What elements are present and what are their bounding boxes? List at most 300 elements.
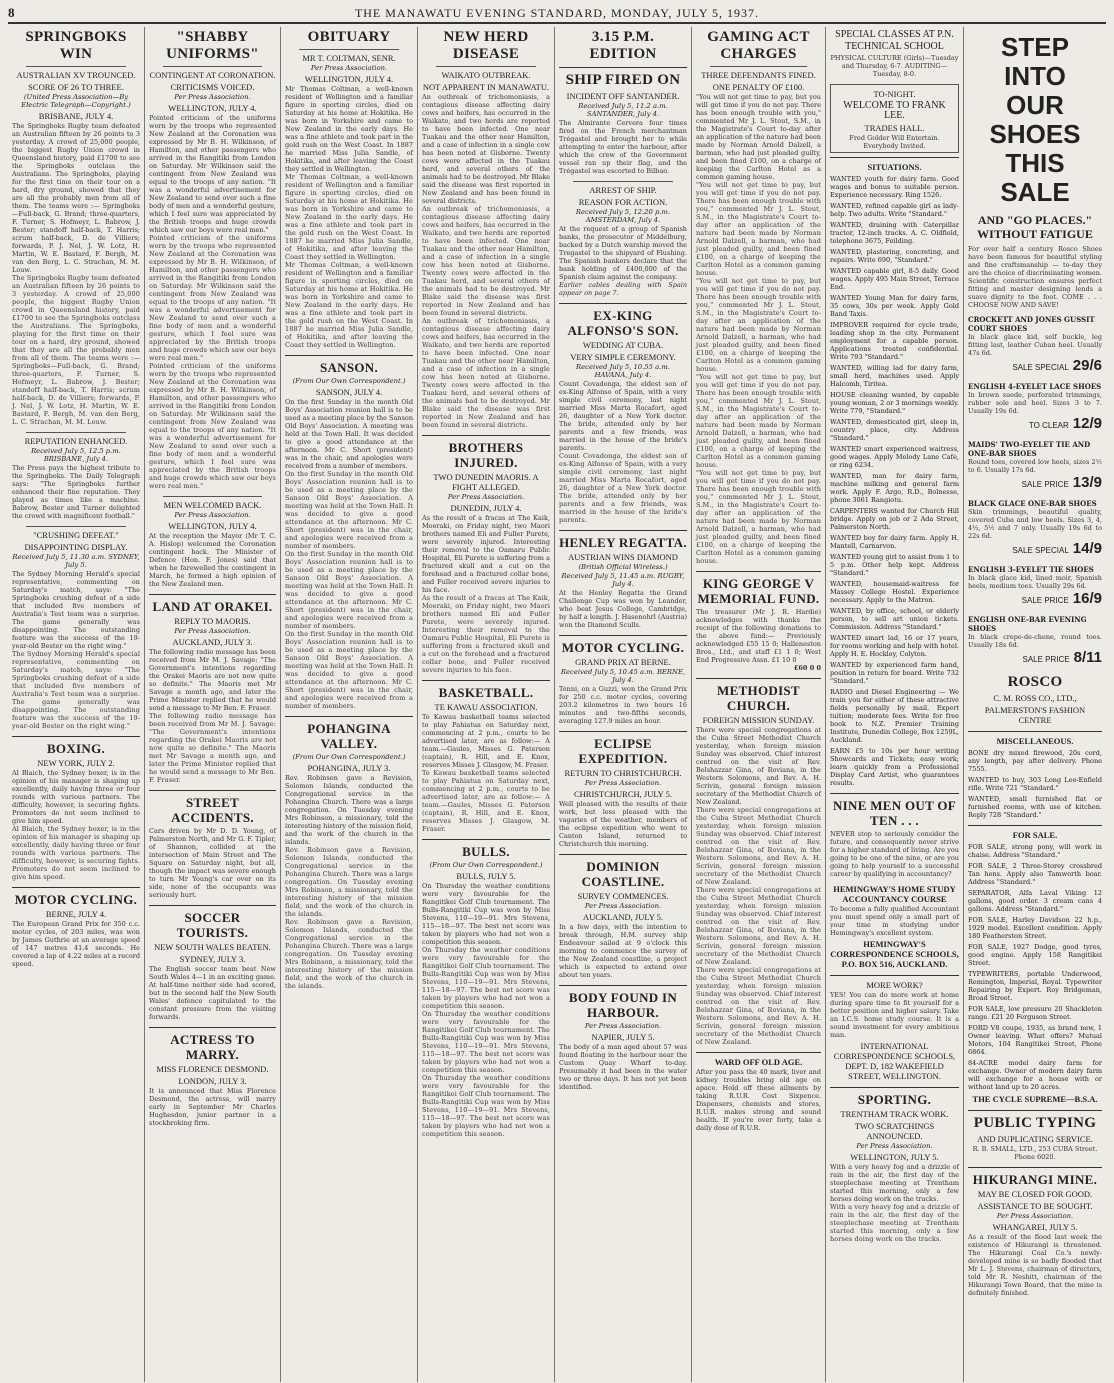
byline: Per Press Association.	[447, 493, 525, 501]
classified-item: CARPENTERS wanted for Church Hill bridge. Apply on job or 2 Ada Street, Palmerston North.	[830, 507, 959, 531]
ad-rosco	[968, 33, 1102, 725]
classified-item: WANTED by experienced farm hand, position in return for board. Write 732 "Standard."	[830, 661, 959, 685]
classified-item: TYPEWRITERS, portable Underwood, Remington, Imperial, Royal. Typewriter Repairing by Expert. Roy Bridgeman, Broad Street.	[968, 970, 1102, 1002]
rule	[830, 157, 959, 158]
article-body: With a very heavy fog and a drizzle of rain in the air, the first day of the steeplechase meeting at Trentham started this morning, only a few horses doing work on the tracks.	[830, 1203, 959, 1243]
dateline: SYDNEY, JULY 3.	[179, 954, 246, 964]
article-body: Te Kawau basketball teams selected to play Pahiatua on Saturday next, commencing at 2 p.m., courts to be advertised later, are as follow:— A team.—Gaules, Misses G. Paterson (captain), R. Hill, and E. Knox, reserves Misses J. Glasgow, M. Fraser.	[422, 713, 550, 769]
ad-more-work	[830, 975, 959, 1081]
byline: Per Press Association.	[174, 511, 251, 519]
article-body: On Thursday the weather conditions were very favourable for the Rangitikei Golf Club tournament. The Bulls-Rangitiki Cup was won by Miss Stevens, 110—19—91. Mrs Stevens, 115—18—97. The best net score was taken by players who had not won a competition this season.	[422, 1010, 550, 1074]
headline: BROTHERS INJURED.	[448, 440, 524, 470]
classified-item: WANTED Young Man for dairy farm, 35 cows, 30s per week. Apply Gold Band Taxis.	[830, 294, 959, 318]
headline: EX-KING ALFONSO'S SON.	[567, 308, 679, 338]
classified-item: WANTED, by office, school, or elderly person, to sell art union tickets. Commission. Address "Standard."	[830, 607, 959, 631]
shoe-description: In black crepe-de-chene, round toes. Usually 18s 6d.	[968, 633, 1102, 649]
rule	[559, 303, 687, 304]
rule	[436, 66, 536, 67]
masthead	[8, 4, 1106, 24]
ad-body: NEVER stop to seriously consider the future, and consequently never strive for a higher standard of living. Are you going to be one of the nine, or are you going to help yourself to a successful career by qualifying in accountancy?	[830, 830, 959, 878]
column-6	[692, 27, 826, 1382]
article-eclipse	[559, 731, 687, 848]
article-body: The Springboks Rugby team defeated an Australian fifteen by 26 points to 3 yesterday. A crowd of 25,000 people, the biggest Rugby Union crowd in Queensland history, paid £1700 to see the Springboks outclass the Australians. The Springboks, playing for the first time on their tour on a hard, dry ground, showed that they are all the probably men from all of them. The teams were :— Springboks—Full-back, G. Brand; three-quarters, F. Turner, S. Hofmeyr, L. Babrow, J. Bester; standoff half-back, T. Harris; scrum half-back, D. de Villiers; forwards, P. J. Nel, J. W. Lotz, H. Martin, W. E. Bastard, F. Bergh, M. van den Berg, L. C. Strachan, M. M. Louw.	[12, 274, 140, 426]
headline: BASKETBALL.	[438, 685, 534, 700]
headline: HEMINGWAY'S HOME STUDY ACCOUNTANCY COURSE	[833, 884, 956, 904]
ad-tonight	[830, 84, 959, 153]
subhead: ASSISTANCE TO BE SOUGHT.	[977, 1201, 1093, 1211]
article-body: The following radio message has been received from Mr M. J. Savage: "The Government's intentions regarding the Orakei Maoris are not now quite so definite." The Maoris met Mr Savage a month ago, and later the Prime Minister replied that he would send a message to Mr Ben. F. Fraser.	[149, 648, 276, 712]
rule	[696, 571, 821, 572]
article-body: On the first Sunday in the month Old Boys' Association reunion hall is to be used as a meeting place by the Sanson Old Boys' Association. A meeting was held at the Town Hall. It was decided to give a good attendance at the afternoon. Mr C. Short (president) was in the chair, and apologies were received from a number of members.	[285, 398, 414, 470]
rule	[559, 635, 687, 636]
classified-item: WANTED, housemaid-waitress for Massey College Hostel. Experience necessary. Apply to the Matron.	[830, 580, 959, 604]
article-body: Count Covadonga, the eldest son of ex-King Alfonso of Spain, with a very simple civil ceremony, last night married Miss Marta Rocafort, aged 26, daughter of a New York doctor. The bride, attended only by her parents and a few friends, was married in the house of the bride's parents.	[559, 452, 687, 524]
headline: BOXING.	[46, 741, 106, 756]
ad-headline-line: INTO	[1004, 61, 1066, 91]
column-7	[826, 27, 964, 1382]
dateline: POHANGINA, JULY 3.	[307, 763, 391, 773]
headline: HIKURANGI MINE.	[972, 1172, 1098, 1187]
subhead: CONTINGENT AT CORONATION.	[149, 70, 276, 80]
article-memorial-fund	[696, 571, 821, 672]
column-1	[8, 27, 145, 1382]
column-8	[964, 27, 1106, 1382]
ad-body: To become a fully qualified Accountant you must spend only a small part of your time in studying under Hemingway's excellent system.	[830, 905, 959, 937]
rule	[696, 1052, 821, 1053]
shoe-description: Round toes, covered low heels, sizes 2½ to 6. Usually 17s 6d.	[968, 458, 1102, 474]
subhead: NOT APPARENT IN MANAWATU.	[422, 82, 550, 92]
headline: SPORTING.	[857, 1092, 932, 1107]
classified-item: WANTED youth for dairy farm. Good wages and bonus to suitable person. Experience necessary. Ring 1526.	[830, 175, 959, 199]
article-body: "You will not get time to pay, but you will get time if you do not pay. There has been enough trouble with you," commented Mr J. L. Stout, S.M., in the Magistrate's Court to-day after an application of the nature had been made by Norman Arnold Dalzell, a barman, who had just pleaded guilty, and been fined £100, on a charge of keeping the Carlton Hotel as a common gaming house.	[696, 277, 821, 373]
dateline: BERNE, JULY 4.	[45, 909, 107, 919]
headline: "CRUSHING DEFEAT."	[33, 530, 119, 540]
price-value: 14/9	[1072, 540, 1102, 557]
article-body: The treasurer (Mr J. R. Hardie) acknowledges with thanks the receipt of the following donations to the above fund:— Previously acknowledged £55 15 0; Halleneston Bros., Ltd., and staff £1 1 0; West End Progressive Assn. £1 10 0	[696, 608, 821, 664]
rule	[559, 731, 687, 732]
article-body: Count Covadonga, the eldest son of ex-King Alfonso of Spain, with a very simple civil ceremony, last night married Miss Marta Rocafort, aged 26, daughter of a New York doctor. The bride, attended only by her parents and a few friends, was married in the house of the bride's parents.	[559, 380, 687, 452]
rule	[830, 975, 959, 976]
classified-item: WANTED to buy, 303 Long Lee-Enfield rifle. Write 721 "Standard."	[968, 776, 1102, 792]
byline: (From Our Own Correspondent.)	[292, 377, 406, 385]
headline: SPRINGBOKS WIN	[25, 29, 127, 62]
subhead: AUSTRALIAN XV TROUNCED.	[16, 70, 136, 80]
ad-body: Fred Golder Will Entertain. Everybody Invited.	[849, 134, 940, 150]
store-tagline: PALMERSTON'S FASHION CENTRE	[984, 705, 1086, 725]
byline: Per Press Association.	[174, 93, 251, 101]
byline: Per Press Association.	[310, 64, 388, 72]
price-value: 8/11	[1073, 649, 1102, 666]
article-motor-cycling	[12, 887, 140, 968]
article-motor-grand-prix	[559, 635, 687, 725]
column-2	[145, 27, 281, 1382]
article-body: The European Grand Prix for 350 c.c. motor cycles, of 203 miles, was won by James Guthrie at an average speed of 147 metres 41.4 seconds. He covered a lap of 4.22 miles at a record speed.	[12, 920, 140, 968]
classified-item: EARN £5 to 10s per hour writing Showcards and Tickets; easy work; learn quickly from a Professional Display Card Artist, who guarantees results.	[830, 747, 959, 787]
rule	[830, 793, 959, 794]
article-body: In a few days, with the intention to break through, H.M. survey ship Endeavour sailed at 9 o'clock this morning to commence the survey of the New Zealand coastline, a project which is expected to extend over about ten years.	[559, 923, 687, 979]
ad-intro: For over half a century Rosco Shoes have been famous for beautiful styling and fine craftsmanship — to-day they are the choice of discriminating women. Scientific construction ensures perfect fitting and master designing lends a suave dignity to the foot. COME . . . CHOOSE NOW AND SAVE!	[968, 245, 1102, 309]
headline: GAMING ACT CHARGES	[707, 29, 810, 62]
dateline: LONDON, JULY 3.	[178, 1076, 247, 1086]
article-body: At the request of a group of Spanish banks, the prosecutor of Middelburg, backed by a Dutch warship moved the Tregastel to the shipyard of Flushing. The Spanish bankers declare that the bank holding of £400,000 of the Spanish claim against the company.	[559, 225, 687, 281]
dateline: SANSON, JULY 4.	[315, 387, 383, 397]
article-body: Mr Thomas Coltman, a well-known resident of Wellington and a familiar figure in sporting circles, died on Saturday at his home at Hokitika. He was born in Yorkshire and came to New Zealand in the early days. He was a fine athlete and took part in the gold rush on the West Coast. In 1887 he married Miss Julia Sandle, of Hokitika, and after leaving the Coast they settled in Wellington.	[285, 85, 413, 173]
shoe-name: ENGLISH ONE-BAR EVENING SHOES	[968, 615, 1087, 633]
price-label: SALE PRICE	[1021, 596, 1069, 605]
classified-item: WANTED smart experienced waitress, good wages. Apply Melody Lane Cafe, or ring 6234.	[830, 445, 959, 469]
classified-item: WANTED smart lad, 16 or 17 years, for rooms working and help with hotel. Apply H. E. Hockley, Colyton.	[830, 634, 959, 658]
headline: MORE WORK?	[866, 980, 923, 990]
place: TRADES HALL.	[864, 123, 925, 133]
dateline: BULLS, JULY 5.	[456, 871, 516, 881]
classified-item: WANTED, plastering, concreting, and repairs. Write 690, "Standard."	[830, 248, 959, 264]
column-4	[418, 27, 555, 1382]
headline: TO-NIGHT.	[873, 89, 916, 99]
subhead: WAIKATO OUTBREAK.	[441, 70, 531, 80]
article-soccer-tourists	[149, 905, 276, 1021]
dateline: WELLINGTON, JULY 4.	[168, 103, 257, 113]
dateline: WELLINGTON, JULY 4.	[304, 74, 394, 84]
article-crushing-defeat	[12, 526, 140, 730]
article-body: Mr Thomas Coltman, a well-known resident of Wellington and a familiar figure in sporting circles, died on Saturday at his home at Hokitika. He was born in Yorkshire and came to New Zealand in the early days. He was a fine athlete and took part in the gold rush on the West Coast. In 1887 he married Miss Julia Sandle, of Hokitika, and after leaving the Coast they settled in Wellington.	[285, 173, 413, 261]
article-body: On Thursday the weather conditions were very favourable for the Rangitikei Golf Club tournament. The Bulls-Rangitiki Cup was won by Miss Stevens, 110—19—91. Mrs Stevens, 115—18—97. The best net score was taken by players who had not won a competition this season.	[422, 882, 550, 946]
byline: Per Press Association.	[584, 902, 662, 910]
subhead: THREE DEFENDANTS FINED.	[701, 70, 816, 80]
section-title: SITUATIONS.	[867, 162, 922, 172]
dateline: AUCKLAND, JULY 3.	[172, 637, 253, 647]
ad-footer: INTERNATIONAL CORRESPONDENCE SCHOOLS, DEPT. D, 182 WAKEFIELD STREET, WELLINGTON.	[833, 1041, 956, 1081]
rule	[299, 49, 399, 50]
article-body: After you pass the 40 mark, liver and kidney troubles bring old age on apace. Hold off these ailments by taking R.U.R. Cost Sixpence. Dispensers, chemists and stores, R.U.R. makes strong and sound health. If you're over forty, take a daily dose of R.U.R.	[696, 1068, 821, 1132]
classified-item: IMPROVER required for cycle trade, leading shop in the city. Permanent employment for a capable person. Applications treated confidential. Write 793 "Standard."	[830, 321, 959, 361]
article-body: There were special congregations at the Cuba Street Methodist Church yesterday, when foreign mission Sunday was observed. Chief interest centred on the visit of Rev. Belshazzar Gina, of Roviana, in the Western Solomons, and Rev. A. H. Scrivin, general foreign mission secretary of the Methodist Church of New Zealand.	[696, 806, 821, 886]
ad-special-classes	[830, 29, 959, 78]
rule	[968, 825, 1102, 826]
dateline: Received July 5, 12.20 p.m. AMSTERDAM, July 4.	[575, 208, 671, 224]
article-body: There were special congregations at the Cuba Street Methodist Church yesterday, when foreign mission Sunday was observed. Chief interest centred on the visit of Rev. Belshazzar Gina, of Roviana, in the Western Solomons, and Rev. A. H. Scrivin, general foreign mission secretary of the Methodist Church of New Zealand.	[696, 726, 821, 806]
article-body: As a result of the flood last week the existence of Hikurangi is threatened. The Hikurangi Coal Co.'s newly-developed mine is so badly flooded that Mr L. J. Stevens, chairman of directors, told Mr R. Nesbitt, chairman of the Hikurangi Town Board, that the mine is definitely finished.	[968, 1233, 1102, 1297]
article-body: On the first Sunday in the month Old Boys' Association reunion hall is to be used as a meeting place by the Sanson Old Boys' Association. A meeting was held at the Town Hall. It was decided to give a good attendance at the afternoon. Mr C. Short (president) was in the chair, and apologies were received from a number of members.	[285, 470, 413, 550]
headline: STREET ACCIDENTS.	[171, 795, 254, 825]
shoe-description: In black glace kid, self buckle, leg fitting last, leather Cuban heel. Usually 47s 6d.	[968, 333, 1102, 357]
article-street-accidents	[149, 790, 276, 899]
headline: BULLS.	[462, 844, 510, 859]
rule	[559, 67, 687, 68]
rule	[422, 839, 550, 840]
ad-body: PHYSICAL CULTURE (Girls)—Tuesday and Thursday, 6-7. AUDITING—Tuesday, 8-0.	[830, 54, 959, 78]
rule	[830, 1087, 959, 1088]
classified-item: HOUSE cleaning wanted, by capable young woman, 2 or 3 mornings weekly. Write 779, "Standard."	[830, 391, 959, 415]
subhead: TRENTHAM TRACK WORK.	[840, 1109, 949, 1119]
byline: (From Our Own Correspondent.)	[429, 861, 543, 869]
rule	[149, 790, 276, 791]
subhead: REPLY TO MAORIS.	[174, 616, 251, 626]
article-basketball	[422, 680, 550, 833]
dateline: Received July 5, 11.45 a.m. RUGBY, July 4.	[561, 572, 685, 588]
ad-hemingway	[830, 884, 959, 969]
ad-headline	[968, 33, 1102, 207]
article-shabby-uniforms	[149, 29, 276, 490]
columns	[8, 27, 1106, 1382]
section-title: MISCELLANEOUS.	[996, 736, 1074, 746]
article-coastline	[559, 854, 687, 979]
rule	[149, 905, 276, 906]
article-arrest-ship	[559, 181, 687, 297]
fund-total: £60 0 0	[793, 664, 821, 672]
article-sporting	[830, 1087, 959, 1243]
article-land-orakei	[149, 594, 276, 784]
subhead: CRITICISMS VOICED.	[170, 82, 255, 92]
rule	[149, 594, 276, 595]
article-body: It is announced that Miss Florence Desmond, the actress, will marry early in September Mr Charles Hughesdon, junior partner in a stockbroking firm.	[149, 1087, 276, 1127]
edition-label: 3.15 P.M. EDITION	[589, 29, 657, 62]
rule	[149, 1027, 276, 1028]
article-reputation	[12, 432, 140, 520]
dateline: WELLINGTON, JULY 5.	[850, 1152, 939, 1162]
headline: MOTOR CYCLING.	[14, 892, 138, 907]
headline: SHIP FIRED ON	[565, 72, 681, 88]
rule	[696, 678, 821, 679]
headline: HENLEY REGATTA.	[559, 535, 687, 550]
dateline: Received July 5, 10.55 a.m. HAVANA, July 4.	[576, 363, 670, 379]
dateline: WHANGAREI, JULY 5.	[992, 1222, 1078, 1232]
classified-item: BONE dry mixed firewood, 20s cord, any length, pay after delivery. Phone 7555.	[968, 749, 1102, 773]
article-body: Well pleased with the results of their work, but less pleased with the vagaries of the weather, members of the eclipse expedition who went to Canton Island, returned to Christchurch this morning.	[559, 800, 687, 848]
sale-list	[968, 843, 1102, 1091]
article-body: The Almirante Cervera four times fired on the French merchantman Trégastel and brought her to while attempting to enter the harbour, after which the crew of the Government vessel ran up their flag, and the Trégastel was escorted to Bilbao.	[559, 119, 687, 175]
article-gaming-act	[696, 29, 821, 565]
article-body: There were special congregations at the Cuba Street Methodist Church yesterday, when foreign mission Sunday was observed. Chief interest centred on the visit of Rev. Belshazzar Gina, of Roviana, in the Western Solomons, and Rev. A. H. Scrivin, general foreign mission secretary of the Methodist Church of New Zealand.	[696, 966, 821, 1046]
situations	[830, 157, 959, 787]
dateline: Received July 5, 11.2 a.m. SANTANDER, July 4.	[578, 102, 668, 118]
headline: WARD OFF OLD AGE.	[714, 1057, 803, 1067]
article-actress	[149, 1027, 276, 1127]
article-body: The following radio message has been received from Mr M. J. Savage: "The Government's intentions regarding the Orakei Maoris are not now quite so definite." The Maoris met Mr Savage a month ago, and later the Prime Minister replied that he would send a message to Mr Ben. F. Fraser.	[149, 712, 276, 784]
subhead: DISAPPOINTING DISPLAY.	[24, 542, 128, 552]
subhead: TWO DUNEDIN MAORIS. A FIGHT ALLEGED.	[433, 472, 539, 492]
ad-footer: HEMINGWAY'S CORRESPONDENCE SCHOOLS, P.O. BOX 516, AUCKLAND.	[830, 939, 959, 969]
shoe-listing	[968, 382, 1102, 434]
subhead: AUSTRIAN WINS DIAMOND	[568, 552, 678, 562]
for-sale-section	[968, 825, 1102, 1104]
headline: KING GEORGE V MEMORIAL FUND.	[697, 576, 820, 606]
headline: LAND AT ORAKEI.	[152, 599, 273, 614]
article-body: On the first Sunday in the month Old Boys' Association reunion hall is to be used as a meeting place by the Sanson Old Boys' Association. A meeting was held at the Town Hall. It was decided to give a good attendance at the afternoon. Mr C. Short (president) was in the chair, and apologies were received from a number of members.	[285, 550, 413, 630]
column-3	[281, 27, 418, 1382]
rule	[559, 530, 687, 531]
shoe-name: MAIDS' TWO-EYELET TIE AND ONE-BAR SHOES	[968, 440, 1091, 458]
article-body: Rev. Robinson gave a Revision, Solomon Islands, conducted the Congregational service in the Pohangina Church. There was a large congregation. On Tuesday evening Mrs Robinson, a missionary, told the interesting history of the mission field, and the work of the church in the islands.	[285, 918, 413, 990]
classified-item: WANTED capable girl, 8-5 daily. Good wages. Apply 495 Main Street, Terrace End.	[830, 267, 959, 291]
headline: REPUTATION ENHANCED.	[24, 436, 128, 446]
shoe-name: BLACK GLACE ONE-BAR SHOES	[968, 499, 1097, 508]
article-body-found	[559, 985, 687, 1091]
article-body: Tenni, on a Guzzi, won the Grand Prix for 250 c.c. motor cycles, covering 203.2 kilometres in two hours 16 minutes and two-fifths seconds, averaging 127.9 miles an hour.	[559, 685, 687, 725]
ad-headline-line: OUR	[1006, 90, 1064, 120]
headline: ACTRESS TO MARRY.	[170, 1032, 255, 1062]
situations-list	[830, 175, 959, 787]
dateline: Received July 5, 10.45 a.m. BERNE, July 4.	[560, 668, 686, 684]
classified-item: WANTED, willing lad for dairy farm, small herd, machines used. Apply Halcomb, Tiritea.	[830, 364, 959, 388]
rule	[163, 66, 262, 67]
byline: (British Official Wireless.)	[578, 563, 668, 571]
classified-item: RADIO and Diesel Engineering — We train you for either of these attractive fields personally by mail. Expert tuition; moderate fees. Write for free book to N.Z. Premier Training Institute, Dunedin College, Box 1259L, Auckland.	[830, 688, 959, 744]
headline: NEW HERD DISEASE	[443, 29, 529, 62]
dateline: AUCKLAND, JULY 5.	[582, 912, 664, 922]
subhead: TE KAWAU ASSOCIATION.	[434, 702, 538, 712]
article-body: Pointed criticism of the uniforms worn by the troops who represented New Zealand at the Coronation was expressed by Mr B. H. Wilkinson, of Hamilton, and other passengers who arrived in the Rangitiki from London on Saturday. Mr Wilkinson said the contingent from New Zealand was equal to the troops of any nation. "It was a wonderful advertisement for New Zealand to send over such a fine body of men and a wonderful gesture, which I feel sure was appreciated by the British troops and huge crowds which saw our boys were real men."	[149, 234, 276, 362]
article-body: The body of a man aged about 57 was found floating in the harbour near the Custom Quay Wharf to-day. Presumably it had been in the water two or three days. It has not yet been identified.	[559, 1043, 687, 1091]
article-body: An outbreak of trichomoniasis, a contagious disease affecting dairy cows and heifers, has occurred in the Waikato, and two herds are reported to have been infected. One near Tuakau and the other near Hamilton, and a case of infection in a single cow has been noted at Gisborne. Twenty cows were affected in the Tuakau herd, and several others of the animals had to be destroyed. Mr Blake said the disease was first reported in New Zealand and has been found in several districts.	[422, 317, 550, 429]
byline: Per Press Association.	[996, 1212, 1074, 1220]
ad-body: R. B. SMALL, LTD., 253 CUBA Street. Phone 6020.	[972, 1145, 1098, 1161]
article-body: Rev. Robinson gave a Revision, Solomon Islands, conducted the Congregational service in the Pohangina Church. There was a large congregation. On Tuesday evening Mrs Robinson, a missionary, told the interesting history of the mission field, and the work of the church in the islands.	[285, 846, 413, 918]
headline: PUBLIC TYPING	[973, 1115, 1097, 1131]
dateline: Received July 5, 11.30 a.m. SYDNEY, July 5.	[12, 553, 140, 569]
subhead: ONE PENALTY OF £100.	[712, 82, 805, 92]
dateline: Received July 5, 12.5 p.m. BRISBANE, July 4.	[31, 447, 121, 463]
ad-subheadline: AND "GO PLACES." WITHOUT FATIGUE	[977, 213, 1093, 241]
rule	[559, 854, 687, 855]
classified-item: FOR SALE, 1927 Dodge, good tyres, good engine. Apply 158 Rangitikei Street.	[968, 943, 1102, 967]
shoe-description: In black glace kid, lined moir, Spanish heels, medium toes. Usually 29s 6d.	[968, 574, 1102, 590]
rule	[573, 181, 673, 182]
classified-item: WANTED, domesticated girl, sleep in, country place, city. Address "Standard."	[830, 418, 959, 442]
classified-item: 84-ACRE model dairy farm for exchange. Owner of modern dairy farm will exchange for a house with or without land up to 20 acres.	[968, 1059, 1102, 1091]
article-body: "You will not get time to pay, but you will get time if you do not pay. There has been enough trouble with you," commented Mr J. L. Stout, S.M., in the Magistrate's Court to-day after an application of the nature had been made by Norman Arnold Dalzell, a barman, who had just pleaded guilty, and been fined £100, on a charge of keeping the Carlton Hotel as a common gaming house.	[696, 93, 821, 181]
article-body: On Thursday the weather conditions were very favourable for the Rangitikei Golf Club tournament. The Bulls-Rangitiki Cup was won by Miss Stevens, 110—19—91. Mrs Stevens, 115—18—97. The best net score was taken by players who had not won a competition this season.	[422, 1074, 550, 1138]
dateline: WELLINGTON, JULY 4.	[168, 521, 257, 531]
subhead: SURVEY COMMENCES.	[577, 891, 669, 901]
dateline: NAPIER, JULY 5.	[591, 1032, 655, 1042]
article-body: Al Blaich, the Sydney boxer, is in the opinion of his manager is shaping up excellently, daily having three or four rounds with various partners. The difficulty, however, is securing fights. Promoters do not seem inclined to give him speed.	[12, 769, 140, 825]
byline: Per Press Association.	[584, 779, 662, 787]
ad-headline-line: SALE	[1000, 177, 1070, 207]
classified-item: WANTED, draining with Caterpillar tractor, 12-inch tracks. A. C. Oldfield, telephone 3675, Feilding.	[830, 221, 959, 245]
headline: BODY FOUND IN HARBOUR.	[568, 990, 678, 1020]
ad-headline-line: SHOES	[989, 119, 1081, 149]
shoe-name: ENGLISH 3-EYELET TIE SHOES	[968, 565, 1094, 574]
shoe-name: ENGLISH 4-EYELET LACE SHOES	[968, 382, 1102, 391]
rule	[12, 887, 140, 888]
classified-item: FORD V8 coupe, 1935, as brand new, 1 Owner leaving. What offers? Mutual Motors, 104 Rangitikei Street, Phone 6864.	[968, 1024, 1102, 1056]
byline: Per Press Association.	[174, 627, 251, 635]
rule	[422, 680, 550, 681]
subhead: WELCOME TO FRANK LEE.	[843, 100, 946, 121]
rule	[163, 496, 262, 497]
price-label: SALE PRICE	[1021, 480, 1069, 489]
subhead: MR T. COLTMAN, SENR.	[302, 53, 396, 63]
article-boxing	[12, 736, 140, 881]
subhead: SCORE OF 26 TO THREE.	[28, 82, 124, 92]
headline: METHODIST CHURCH.	[717, 683, 800, 713]
price-value: 29/6	[1072, 357, 1102, 374]
ad-nine-men	[830, 793, 959, 878]
article-body: An outbreak of trichomoniasis, a contagious disease affecting dairy cows and heifers, has occurred in the Waikato, and two herds are reported to have been infected. One near Tuakau and the other near Hamilton, and a case of infection in a single cow has been noted at Gisborne. Twenty cows were affected in the Tuakau herd, and several others of the animals had to be destroyed. Mr Blake said the disease was first reported in New Zealand and has been found in several districts.	[422, 93, 550, 205]
price-label: TO CLEAR	[1028, 421, 1069, 430]
price-label: SALE SPECIAL	[1012, 546, 1069, 555]
article-body: Pointed criticism of the uniforms worn by the troops who represented New Zealand at the Coronation was expressed by Mr B. H. Wilkinson, of Hamilton, and other passengers who arrived in the Rangitiki from London on Saturday. Mr Wilkinson said the contingent from New Zealand was equal to the troops of any nation. "It was a wonderful advertisement for New Zealand to send over such a fine body of men and a wonderful gesture, which I feel sure was appreciated by the British troops and huge crowds which saw our boys were real men."	[149, 114, 276, 234]
article-body: The Sydney Morning Herald's special representative, commenting on Saturday's match, says: "The Springboks crushing defeat of a side that included five members of Australia's Test team was a surprise. The game generally was disappointing. The outstanding feature was the success of the 19-year-old Bester on the right wing."	[12, 570, 140, 650]
shoe-price-row	[968, 649, 1102, 668]
article-pohangina	[285, 716, 413, 990]
article-body: Cars driven by Mr D. D. Young, of Palmerston North, and Mr G. F. Tipler, of Shannon, collided at the intersection of Main Street and The Square on Saturday night, but all, though the impact was severe enough to turn Mr Young's car over on its side, none of the occupants was seriously hurt.	[149, 827, 276, 899]
classified-item: WANTED, small furnished flat or furnished rooms, with use of kitchen. Reply 728 "Standard."	[968, 795, 1102, 819]
article-sanson	[285, 355, 413, 710]
article-body: As the result of a fracas at The Kaik, Moeraki, on Friday night, two Maori brothers named Eli and Fuller Purete, were severely injured. Interesting their removal to the Oamaru Public Hospital, Eli Purete is suffering from a fractured skull and a cut on the forehead and a fractured collar bone, and Fuller received severe injuries to his face.	[422, 594, 550, 674]
article-note: Earlier cables dealing with Spain appear on page 7.	[559, 281, 687, 297]
classified-item: FOR SALE, low pressure 20 Shackleton range. £21 20 Ferguson Street.	[968, 1005, 1102, 1021]
article-body: Te Kawau basketball teams selected to play Pahiatua on Saturday next, commencing at 2 p.m., courts to be advertised later, are as follow:— A team.—Gaules, Misses G. Paterson (captain), R. Hill, and E. Knox, reserves Misses J. Glasgow, M. Fraser.	[422, 769, 550, 833]
article-obituary	[285, 29, 413, 349]
rule	[12, 736, 140, 737]
rule	[968, 731, 1102, 732]
classified-item: FOR SALE, 2 Three-Storey crossbred Tan hens. Apply also Tamworth boar. Address "Standard."	[968, 862, 1102, 886]
page-number: 8	[8, 5, 16, 20]
shoe-description: Skin trimmings, beautiful quality, covered Cuba and low heels. Sizes 3, 4, 4½, 5½ and 7 only. Usually 19s 6d to 22s 6d.	[968, 508, 1102, 540]
rule	[422, 435, 550, 436]
article-body: As the result of a fracas at The Kaik, Moeraki, on Friday night, two Maori brothers named Eli and Fuller Purete, were severely injured. Interesting their removal to the Oamaru Public Hospital, Eli Purete is suffering from a fractured skull and a cut on the forehead and a fractured collar bone, and Fuller received severe injuries to his face.	[422, 514, 550, 594]
ad-public-typing	[968, 1110, 1102, 1161]
article-men-welcomed	[149, 496, 276, 588]
article-springboks	[12, 29, 140, 426]
subhead: TWO SCRATCHINGS ANNOUNCED.	[854, 1121, 935, 1141]
shoe-name: CROCKETT AND JONES GUSSIT COURT SHOES	[968, 315, 1095, 333]
headline: "SHABBY UNIFORMS"	[166, 29, 259, 62]
article-body: With a very heavy fog and a drizzle of rain in the air, the first day of the steeplechase meeting at Trentham started this morning, only a few horses doing work on the tracks.	[830, 1163, 959, 1203]
subhead: INCIDENT OFF SANTANDER.	[566, 91, 680, 101]
article-hikurangi	[968, 1167, 1102, 1297]
article-body: Mr Thomas Coltman, a well-known resident of Wellington and a familiar figure in sporting circles, died on Saturday at his home at Hokitika. He was born in Yorkshire and came to New Zealand in the early days. He was a fine athlete and took part in the gold rush on the West Coast. In 1887 he married Miss Julia Sandle, of Hokitika, and after leaving the Coast they settled in Wellington.	[285, 261, 413, 349]
article-bulls	[422, 839, 550, 1138]
rule	[559, 985, 687, 986]
article-body: The Sydney Morning Herald's special representative, commenting on Saturday's match, says: "The Springboks crushing defeat of a side that included five members of Australia's Test team was a surprise. The game generally was disappointing. The outstanding feature was the success of the 19-year-old Bester on the right wing."	[12, 650, 140, 730]
ad-headline-line: STEP	[1001, 32, 1069, 62]
headline: MOTOR CYCLING.	[561, 640, 685, 655]
article-ward-off	[696, 1052, 821, 1132]
classified-item: SEPARATOR, Alfa Laval Viking 12 gallons, good order. 3 cream cans 4 gallons. Address "Standard."	[968, 889, 1102, 913]
byline: (United Press Association—By Electric Telegraph—Copyright.)	[21, 93, 131, 109]
shoe-listing	[968, 565, 1102, 609]
article-body: The Springboks Rugby team defeated an Australian fifteen by 26 points to 3 yesterday. A crowd of 25,000 people, the biggest Rugby Union crowd in Queensland history, paid £1700 to see the Springboks outclass the Australians. The Springboks, playing for the first time on their tour on a hard, dry ground, showed that they are all the probably men from all of them. The teams were :— Springboks—Full-back, G. Brand; three-quarters, F. Turner, S. Hofmeyr, L. Babrow, J. Bester; standoff half-back, T. Harris; scrum half-back, D. de Villiers; forwards, P. J. Nel, J. W. Lotz, H. Martin, W. E. Bastard, F. Bergh, M. van den Berg, L. C. Strachan, M. M. Louw.	[12, 122, 140, 274]
headline: NINE MEN OUT OF TEN . . .	[832, 798, 957, 828]
shoe-listing	[968, 440, 1102, 493]
shoe-price-row	[968, 540, 1102, 559]
headline: DOMINION COASTLINE.	[581, 859, 665, 889]
article-body: Rev. Robinson gave a Revision, Solomon Islands, conducted the Congregational service in the Pohangina Church. There was a large congregation. On Tuesday evening Mrs Robinson, a missionary, told the interesting history of the mission field, and the work of the church in the islands.	[285, 774, 413, 846]
column-5	[555, 27, 692, 1382]
headline: SPECIAL CLASSES AT P.N. TECHNICAL SCHOOL	[835, 29, 954, 52]
section-title: FOR SALE.	[1012, 830, 1058, 840]
headline: ARREST OF SHIP.	[589, 185, 657, 195]
article-herd-disease	[422, 29, 550, 429]
subhead: VERY SIMPLE CEREMONY.	[570, 352, 676, 362]
masthead-title: THE MANAWATU EVENING STANDARD, MONDAY, JULY 5, 1937.	[354, 5, 760, 20]
article-brothers-injured	[422, 435, 550, 674]
article-body: On the first Sunday in the month Old Boys' Association reunion hall is to be used as a meeting place by the Sanson Old Boys' Association. A meeting was held at the Town Hall. It was decided to give a good attendance at the afternoon. Mr C. Short (president) was in the chair, and apologies were received from a number of members.	[285, 630, 413, 710]
article-methodist	[696, 678, 821, 1046]
article-body: The Press pays the highest tribute to the Springboks. The Daily Telegraph says: "The Springboks further enhanced their fine reputation. They played as times like a machine. Babrow, Bester and Turner delighted the crowd with magnificent football."	[12, 464, 140, 520]
price-label: SALE PRICE	[1022, 655, 1070, 664]
byline: Per Press Association.	[584, 1022, 662, 1030]
classified-item: WANTED young girl to assist from 1 to 5 p.m. Other help kept. Address "Standard."	[830, 553, 959, 577]
dateline: CHRISTCHURCH, JULY 5.	[573, 789, 672, 799]
byline: (From Our Own Correspondent.)	[292, 753, 406, 761]
rule	[26, 526, 126, 527]
byline: Per Press Association.	[856, 1142, 933, 1150]
article-body: The English soccer team beat New South Wales 4—1 in an exciting game. At half-time neither side had scored, but in the second half the New South Wales' defence capitulated to the constant pressure from the visiting forwards.	[149, 965, 276, 1021]
headline: OBITUARY	[307, 29, 391, 45]
